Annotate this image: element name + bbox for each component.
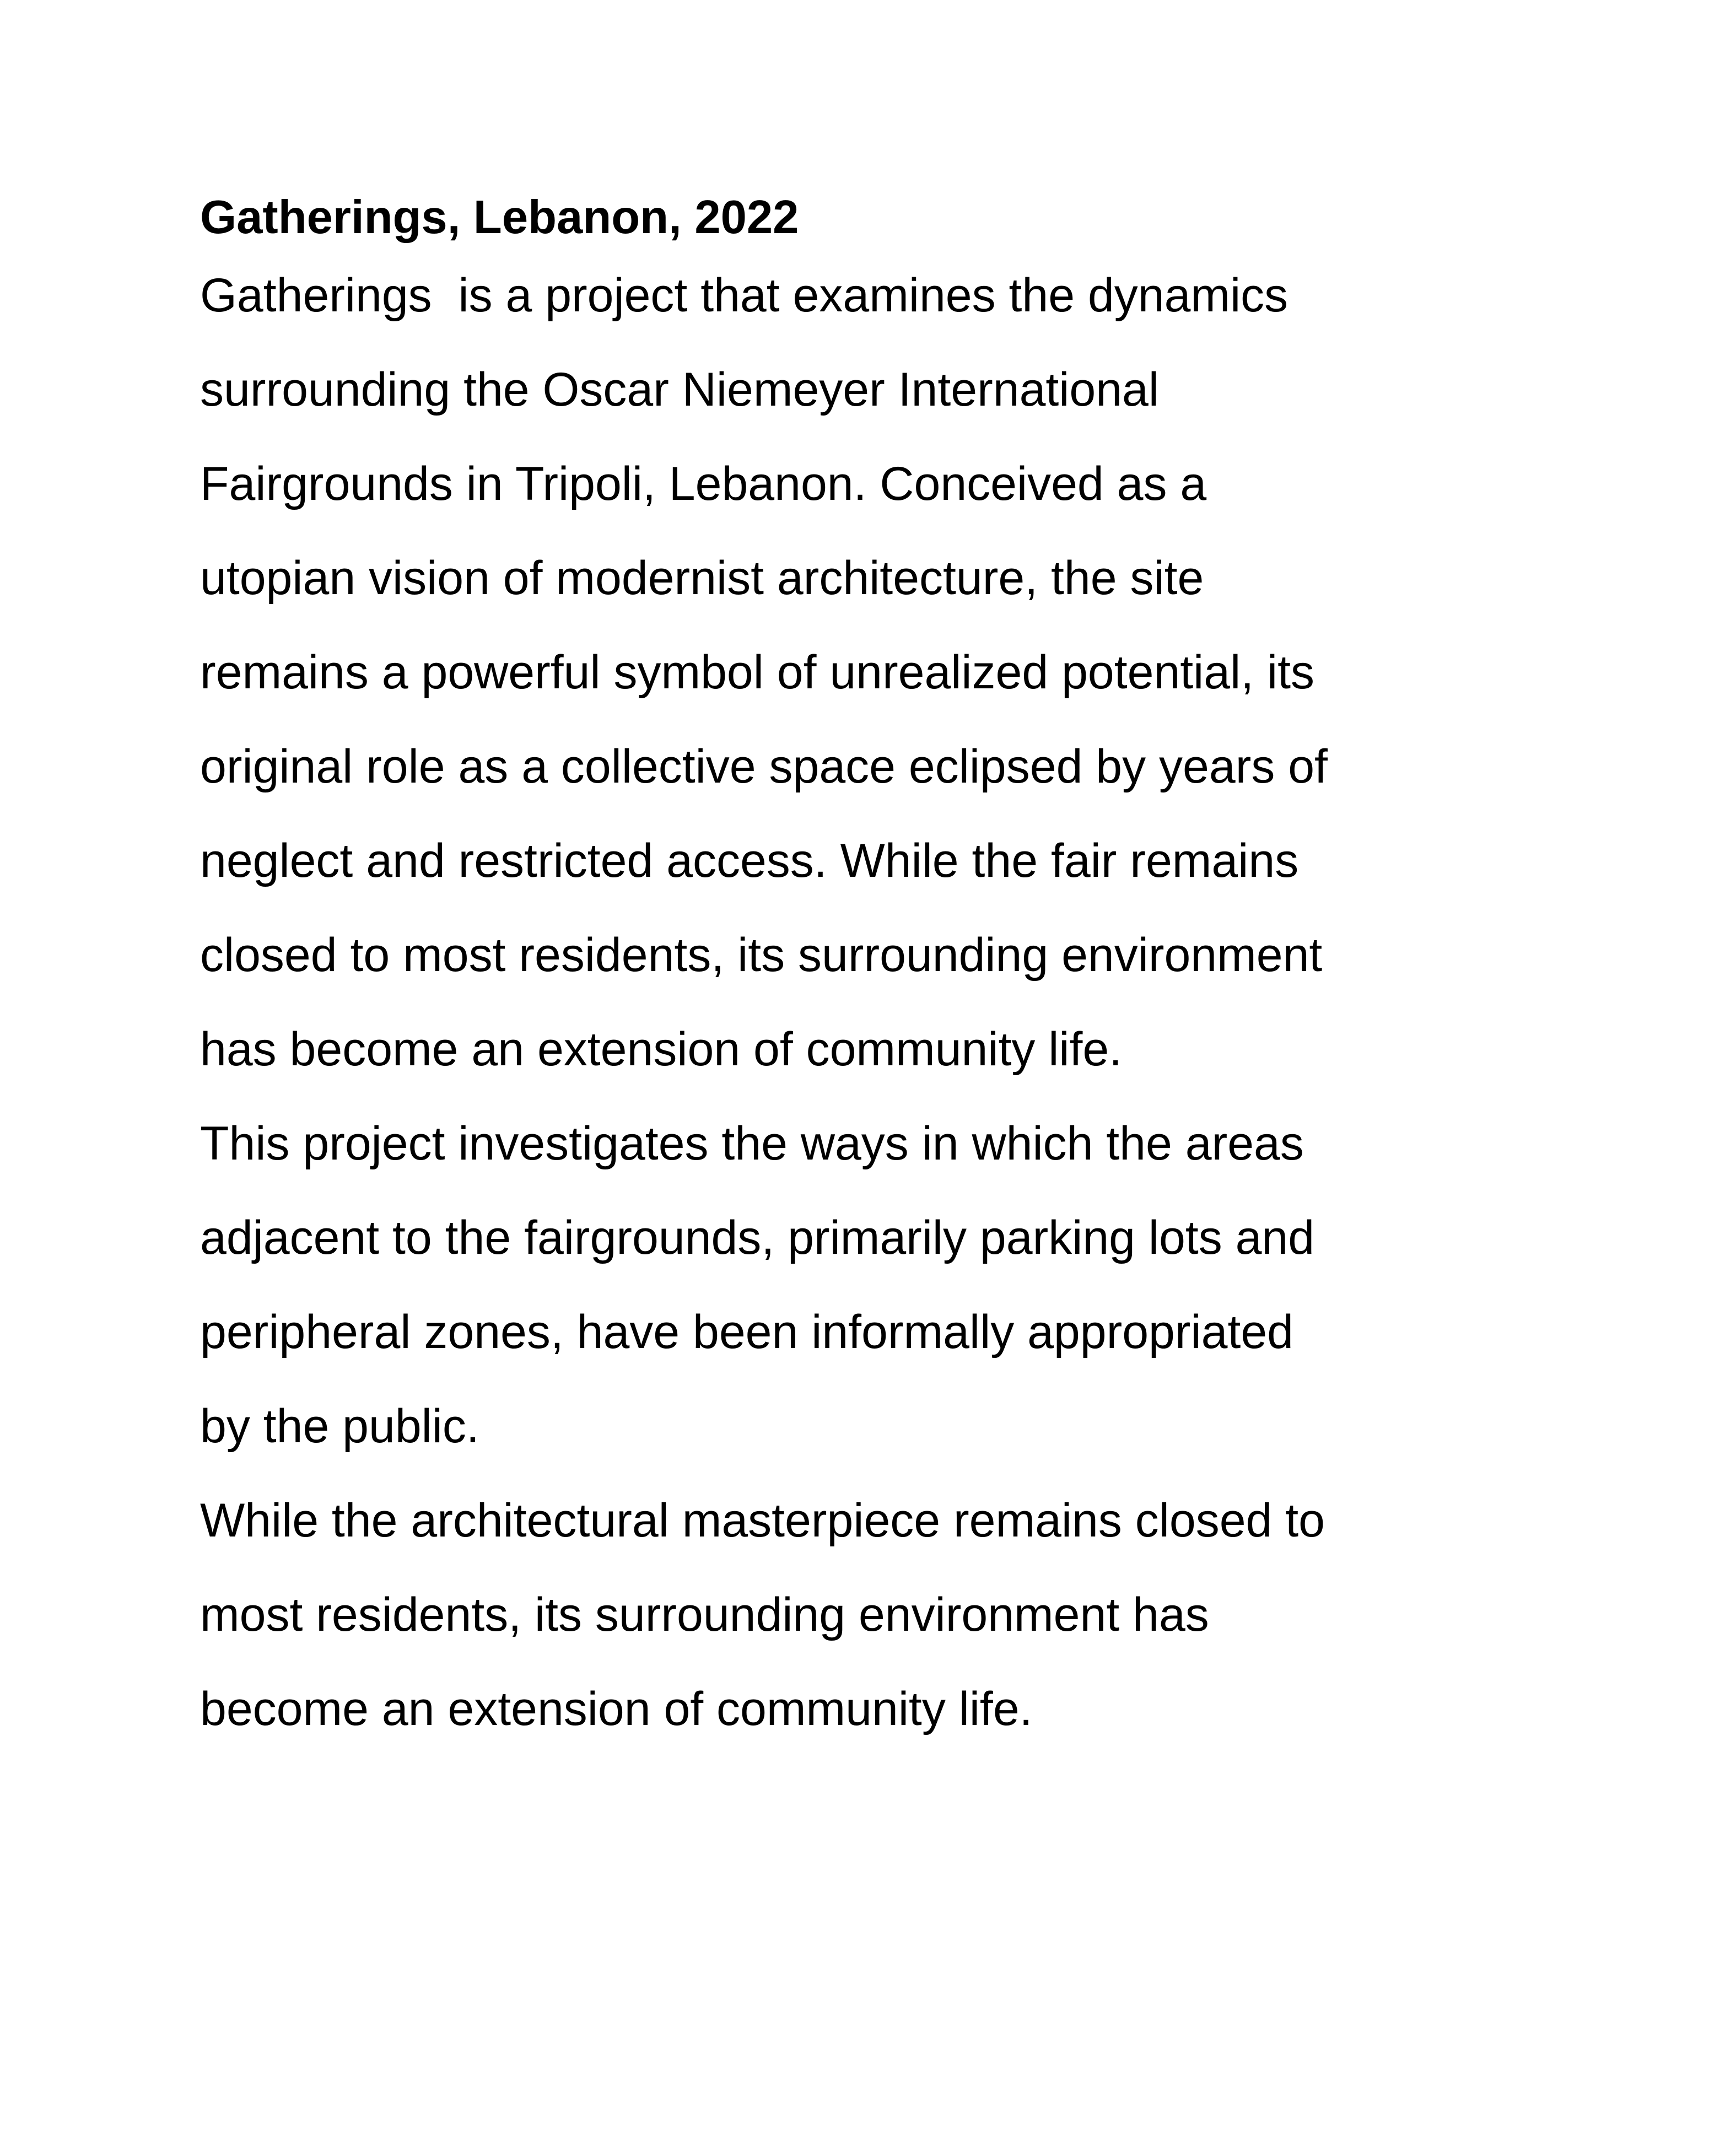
text-line: peripheral zones, have been informally appropriated — [200, 1306, 1294, 1358]
text-line: original role as a collective space eclipsed by years of — [200, 740, 1328, 793]
text-line: most residents, its surrounding environment has — [200, 1588, 1209, 1641]
text-line: neglect and restricted access. While the fair remains — [200, 834, 1299, 887]
text-line: Fairgrounds in Tripoli, Lebanon. Conceived as a — [200, 457, 1207, 510]
text-line: become an extension of community life. — [200, 1683, 1033, 1735]
text-line: remains a powerful symbol of unrealized potential, its — [200, 646, 1315, 699]
text-line: Gatherings is a project that examines the dynamics — [200, 269, 1288, 322]
text-line: has become an extension of community life. — [200, 1023, 1123, 1076]
text-line: closed to most residents, its surrounding environment — [200, 929, 1323, 982]
document-body — [200, 249, 1556, 1756]
text-line: adjacent to the fairgrounds, primarily parking lots and — [200, 1211, 1315, 1264]
paragraph-3 — [200, 1474, 1556, 1756]
text-line: utopian vision of modernist architecture, the site — [200, 552, 1204, 605]
text-line: by the public. — [200, 1400, 479, 1453]
document-title: Gatherings, Lebanon, 2022 — [200, 191, 799, 244]
text-line: This project investigates the ways in which the areas — [200, 1117, 1304, 1170]
text-line: While the architectural masterpiece remains closed to — [200, 1494, 1325, 1547]
document-page — [200, 185, 1556, 1759]
text-line: surrounding the Oscar Niemeyer International — [200, 363, 1159, 416]
paragraph-1 — [200, 249, 1556, 1097]
paragraph-2 — [200, 1097, 1556, 1474]
